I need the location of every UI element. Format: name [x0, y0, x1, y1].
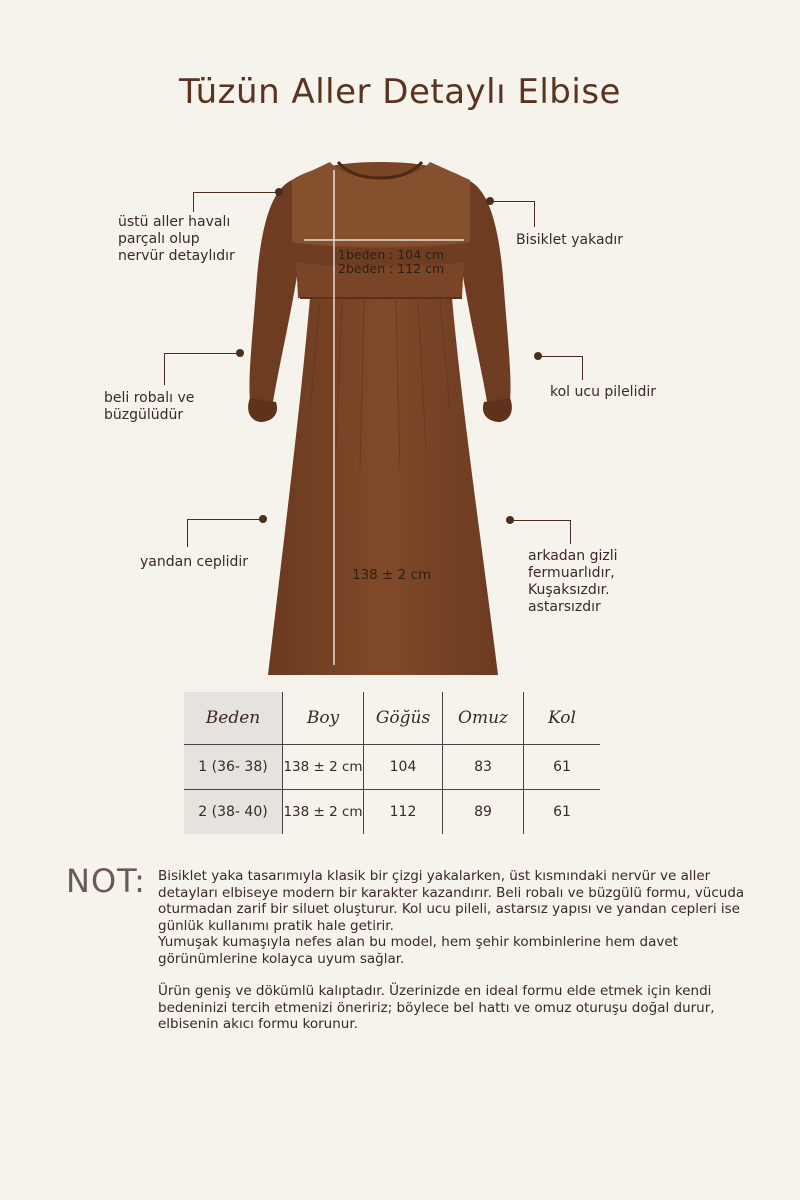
annotation-collar: Bisiklet yakadır	[516, 232, 624, 248]
leader-line	[582, 356, 583, 380]
annotation-sleeve: kol ucu pilelidir	[550, 384, 656, 400]
leader-dot	[486, 197, 494, 205]
table-cell: 2 (38- 40)	[184, 790, 283, 835]
note-paragraph: Yumuşak kumaşıyla nefes alan bu model, hem şehir kombinlerine hem davet görünümlerine kolayca uyum sağlar.	[158, 934, 678, 967]
table-row	[184, 790, 600, 835]
leader-line	[540, 356, 582, 357]
leader-line	[164, 353, 238, 354]
leader-dot	[259, 515, 267, 523]
table-header-row	[184, 692, 600, 745]
leader-dot	[506, 516, 514, 524]
leader-line	[534, 201, 535, 227]
leader-line	[164, 353, 165, 385]
chest-measure-1: 1beden : 104 cm	[338, 247, 445, 262]
length-measure: 138 ± 2 cm	[352, 567, 432, 583]
leader-line	[570, 520, 571, 544]
header-gogus: Göğüs	[364, 692, 443, 745]
leader-line	[193, 192, 277, 193]
note-label: NOT:	[66, 862, 146, 900]
table-cell: 104	[364, 745, 443, 790]
annotation-aller: üstü aller havalı parçalı olup nervür detaylıdır	[118, 214, 235, 264]
leader-line	[193, 192, 194, 212]
table-cell: 1 (36- 38)	[184, 745, 283, 790]
table-cell: 61	[524, 745, 601, 790]
table-row	[184, 745, 600, 790]
header-kol: Kol	[524, 692, 601, 745]
note-text	[158, 868, 758, 1033]
chest-measure-2: 2beden : 112 cm	[338, 261, 445, 276]
table-cell: 138 ± 2 cm	[283, 745, 364, 790]
table-cell: 83	[443, 745, 524, 790]
header-beden: Beden	[184, 692, 283, 745]
table-cell: 89	[443, 790, 524, 835]
leader-dot	[534, 352, 542, 360]
table-cell: 61	[553, 804, 571, 820]
leader-line	[187, 519, 261, 520]
page-title: Tüzün Aller Detaylı Elbise	[179, 72, 621, 112]
note-paragraph: Ürün geniş ve dökümlü kalıptadır. Üzerinizde en ideal formu elde etmek için kendi bedeninizi tercih etmenizi öneririz; böylece bel hattı ve omuz oturuşu doğal durur, elbisenin akıcı formu korunur.	[158, 983, 715, 1032]
annotation-waist: beli robalı ve büzgülüdür	[104, 390, 195, 423]
table-cell: 112	[364, 790, 443, 835]
annotation-zipper: arkadan gizli fermuarlıdır, Kuşaksızdır. astarsızdır	[528, 548, 618, 615]
header-omuz: Omuz	[443, 692, 524, 745]
dress-illustration	[230, 150, 530, 690]
header-boy: Boy	[283, 692, 364, 745]
note-paragraph: Bisiklet yaka tasarımıyla klasik bir çizgi yakalarken, üst kısmındaki nervür ve aller detayları elbiseye modern bir karakter kazandırır. Beli robalı ve büzgülü formu, vücuda oturmadan zarif bir siluet oluşturur. Kol ucu pileli, astarsız yapısı ve yandan cepleri ise günlük kullanımı pratik hale getirir.	[158, 868, 745, 934]
leader-line	[187, 519, 188, 547]
table-cell: 138 ± 2 cm	[283, 790, 364, 835]
leader-dot	[236, 349, 244, 357]
leader-line	[492, 201, 534, 202]
leader-line	[512, 520, 570, 521]
size-table	[184, 692, 600, 834]
annotation-pocket: yandan ceplidir	[140, 554, 249, 570]
leader-dot	[275, 188, 283, 196]
